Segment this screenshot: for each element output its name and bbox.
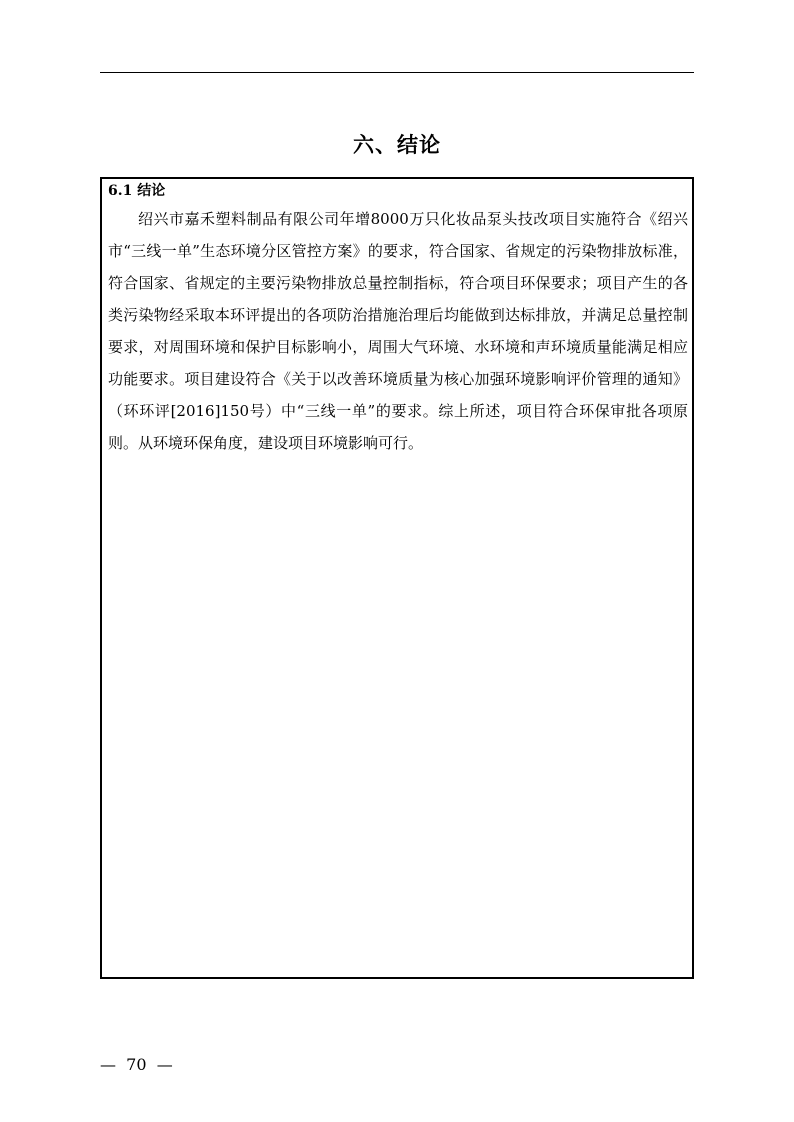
- section-title: 六、结论: [353, 132, 441, 157]
- header-rule: [100, 72, 694, 73]
- page-number: — 70 —: [100, 1055, 173, 1074]
- conclusion-box: [100, 177, 694, 979]
- subsection-heading: 6.1 结论: [108, 183, 166, 199]
- conclusion-paragraph: 绍兴市嘉禾塑料制品有限公司年增8000万只化妆品泵头技改项目实施符合《绍兴市“三线一单”生态环境分区管控方案》的要求，符合国家、省规定的污染物排放标准，符合国家、省规定的主要污染物排放总量控制指标，符合项目环保要求；项目产生的各类污染物经采取本环评提出的各项防治措施治理后均能做到达标排放，并满足总量控制要求，对周围环境和保护目标影响小，周围大气环境、水环境和声环境质量能满足相应功能要求。项目建设符合《关于以改善环境质量为核心加强环境影响评价管理的通知》（环环评[2016]150号）中“三线一单”的要求。综上所述，项目符合环保审批各项原则。从环境环保角度，建设项目环境影响可行。: [108, 210, 688, 452]
